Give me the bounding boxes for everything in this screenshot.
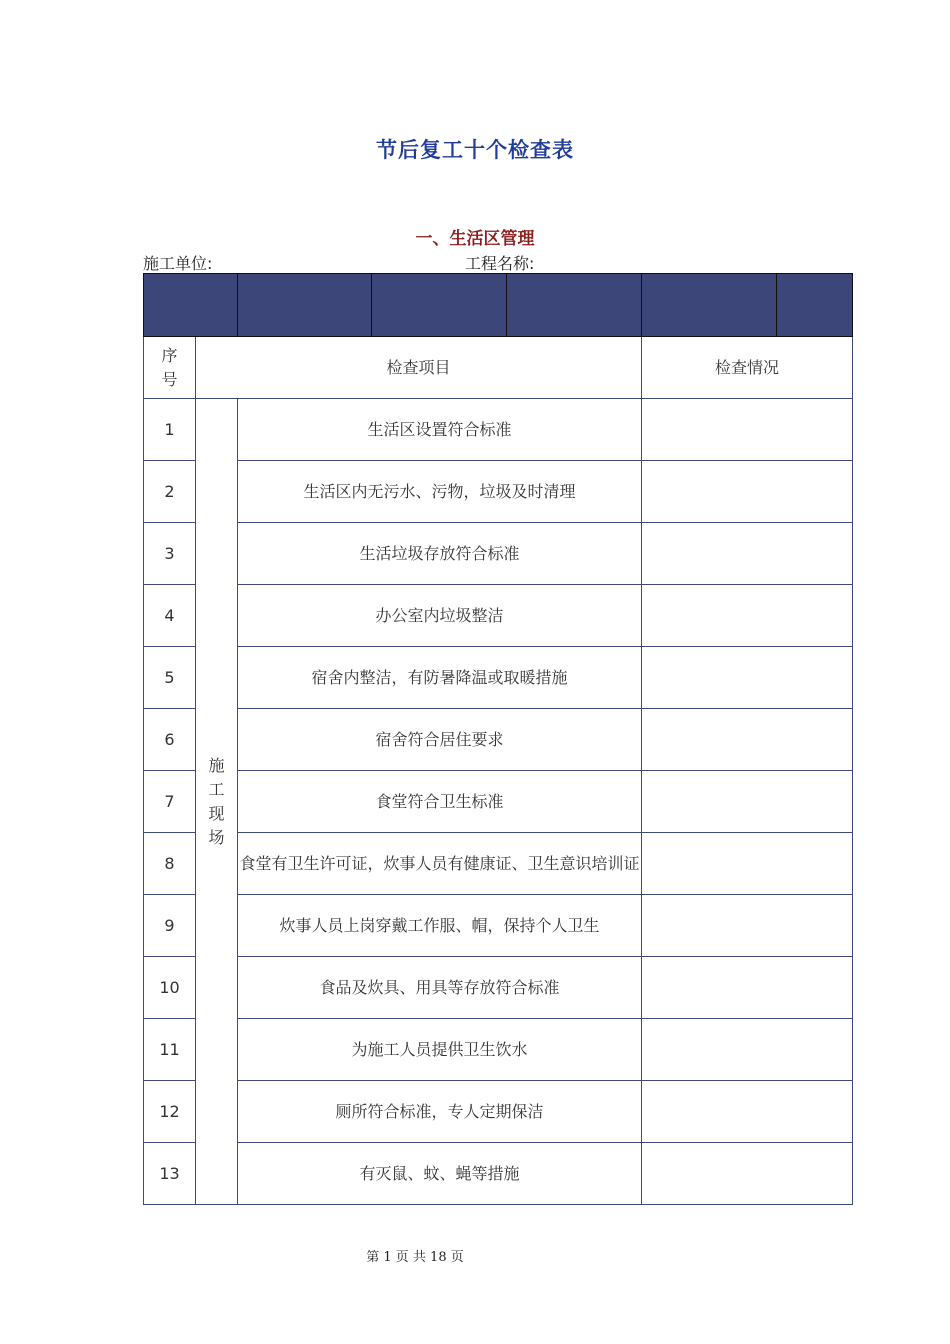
row-number: 4 [144,585,196,647]
status-cell[interactable] [642,647,853,709]
inspection-table [143,273,853,1205]
status-cell[interactable] [642,1143,853,1205]
band-cell [642,274,777,337]
check-item: 宿舍内整洁，有防暑降温或取暖措施 [238,647,642,709]
band-cell [507,274,642,337]
check-item: 为施工人员提供卫生饮水 [238,1019,642,1081]
page-title: 节后复工十个检查表 [376,138,574,162]
check-item: 生活垃圾存放符合标准 [238,523,642,585]
page-footer: 第 1 页 共 18 页 [366,1250,464,1265]
table-row [144,957,853,1019]
row-number: 7 [144,771,196,833]
seq-header [144,337,196,399]
table-row [144,771,853,833]
table-row [144,523,853,585]
table-row [144,1081,853,1143]
row-number: 5 [144,647,196,709]
status-cell[interactable] [642,523,853,585]
row-number: 3 [144,523,196,585]
status-cell[interactable] [642,461,853,523]
status-cell[interactable] [642,895,853,957]
check-item: 食堂有卫生许可证，炊事人员有健康证、卫生意识培训证 [238,833,642,895]
band-cell [777,274,853,337]
check-item: 炊事人员上岗穿戴工作服、帽，保持个人卫生 [238,895,642,957]
status-header: 检查情况 [642,337,853,399]
project-name-label: 工程名称: [465,254,535,273]
band-cell [144,274,238,337]
construction-unit-label: 施工单位: [143,254,213,273]
check-item: 食品及炊具、用具等存放符合标准 [238,957,642,1019]
column-header-row [144,337,853,399]
status-cell[interactable] [642,709,853,771]
status-cell[interactable] [642,399,853,461]
status-cell[interactable] [642,833,853,895]
band-cell [238,274,372,337]
check-item: 生活区内无污水、污物，垃圾及时清理 [238,461,642,523]
table-row [144,585,853,647]
item-header: 检查项目 [196,337,642,399]
row-number: 12 [144,1081,196,1143]
table-row [144,833,853,895]
check-item: 厕所符合标准，专人定期保洁 [238,1081,642,1143]
table-row [144,647,853,709]
table-row [144,1143,853,1205]
status-cell[interactable] [642,771,853,833]
status-cell[interactable] [642,1019,853,1081]
status-cell[interactable] [642,1081,853,1143]
status-cell[interactable] [642,585,853,647]
table-row [144,1019,853,1081]
status-cell[interactable] [642,957,853,1019]
row-number: 13 [144,1143,196,1205]
header-band [144,274,853,337]
row-number: 10 [144,957,196,1019]
row-number: 6 [144,709,196,771]
section-title: 一、生活区管理 [415,229,535,249]
table-row [144,709,853,771]
row-number: 1 [144,399,196,461]
check-item: 有灭鼠、蚊、蝇等措施 [238,1143,642,1205]
check-item: 办公室内垃圾整洁 [238,585,642,647]
table-row [144,399,853,461]
check-item: 生活区设置符合标准 [238,399,642,461]
check-item: 宿舍符合居住要求 [238,709,642,771]
check-item: 食堂符合卫生标准 [238,771,642,833]
table-row [144,895,853,957]
seq-header-text: 序 号 [161,345,178,389]
band-cell [372,274,507,337]
row-number: 2 [144,461,196,523]
category-cell: 施 工 现 场 [196,399,238,1205]
row-number: 11 [144,1019,196,1081]
row-number: 8 [144,833,196,895]
table-row [144,461,853,523]
row-number: 9 [144,895,196,957]
